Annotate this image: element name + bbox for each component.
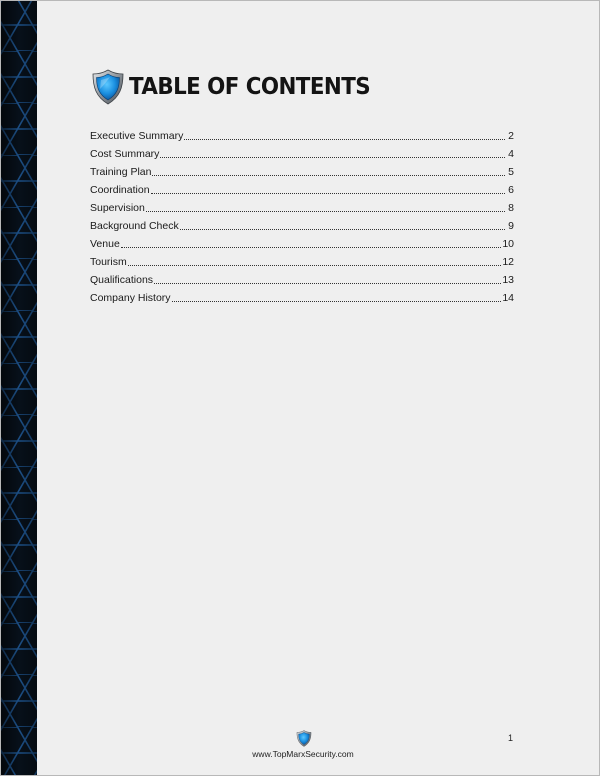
toc-entry[interactable] xyxy=(90,215,514,233)
toc-entry[interactable] xyxy=(90,251,514,269)
dot-leader xyxy=(180,229,505,230)
toc-entry-label: Qualifications xyxy=(90,274,154,286)
toc-entry-label: Company History xyxy=(90,292,171,304)
toc-entry-page: 8 xyxy=(508,202,514,214)
toc-entry-label: Executive Summary xyxy=(90,130,184,142)
toc-entry-label: Training Plan xyxy=(90,166,152,178)
dot-leader xyxy=(154,283,501,284)
toc-entry-page: 12 xyxy=(502,256,514,268)
toc-entry[interactable] xyxy=(90,197,514,215)
toc-entry[interactable] xyxy=(90,269,514,287)
toc-entry-page: 13 xyxy=(502,274,514,286)
table-of-contents xyxy=(90,125,514,305)
toc-entry[interactable] xyxy=(90,287,514,305)
toc-entry[interactable] xyxy=(90,233,514,251)
toc-entry-page: 10 xyxy=(502,238,514,250)
toc-entry-page: 4 xyxy=(508,148,514,160)
toc-entry-page: 2 xyxy=(508,130,514,142)
toc-entry-label: Supervision xyxy=(90,202,145,214)
toc-entry-label: Cost Summary xyxy=(90,148,160,160)
dot-leader xyxy=(172,301,502,302)
toc-entry-label: Venue xyxy=(90,238,120,250)
dot-leader xyxy=(146,211,505,212)
page-title: TABLE OF CONTENTS xyxy=(129,74,371,100)
hexagon-pattern-sidebar xyxy=(1,1,37,775)
toc-entry[interactable] xyxy=(90,143,514,161)
toc-entry-page: 6 xyxy=(508,184,514,196)
toc-entry-page: 9 xyxy=(508,220,514,232)
dot-leader xyxy=(152,175,505,176)
dot-leader xyxy=(128,265,502,266)
toc-entry[interactable] xyxy=(90,125,514,143)
toc-entry-page: 5 xyxy=(508,166,514,178)
shield-icon xyxy=(91,69,125,105)
shield-logo-icon xyxy=(296,730,312,747)
dot-leader xyxy=(121,247,502,248)
dot-leader xyxy=(184,139,505,140)
toc-entry-page: 14 xyxy=(502,292,514,304)
toc-entry-label: Background Check xyxy=(90,220,179,232)
dot-leader xyxy=(151,193,505,194)
toc-entry-label: Coordination xyxy=(90,184,150,196)
toc-entry[interactable] xyxy=(90,161,514,179)
toc-entry-label: Tourism xyxy=(90,256,127,268)
footer-url: www.TopMarxSecurity.com xyxy=(252,749,354,759)
dot-leader xyxy=(160,157,505,158)
toc-entry[interactable] xyxy=(90,179,514,197)
page-number: 1 xyxy=(508,733,514,743)
hexagon-pattern xyxy=(1,1,37,775)
toc-heading xyxy=(91,69,388,105)
